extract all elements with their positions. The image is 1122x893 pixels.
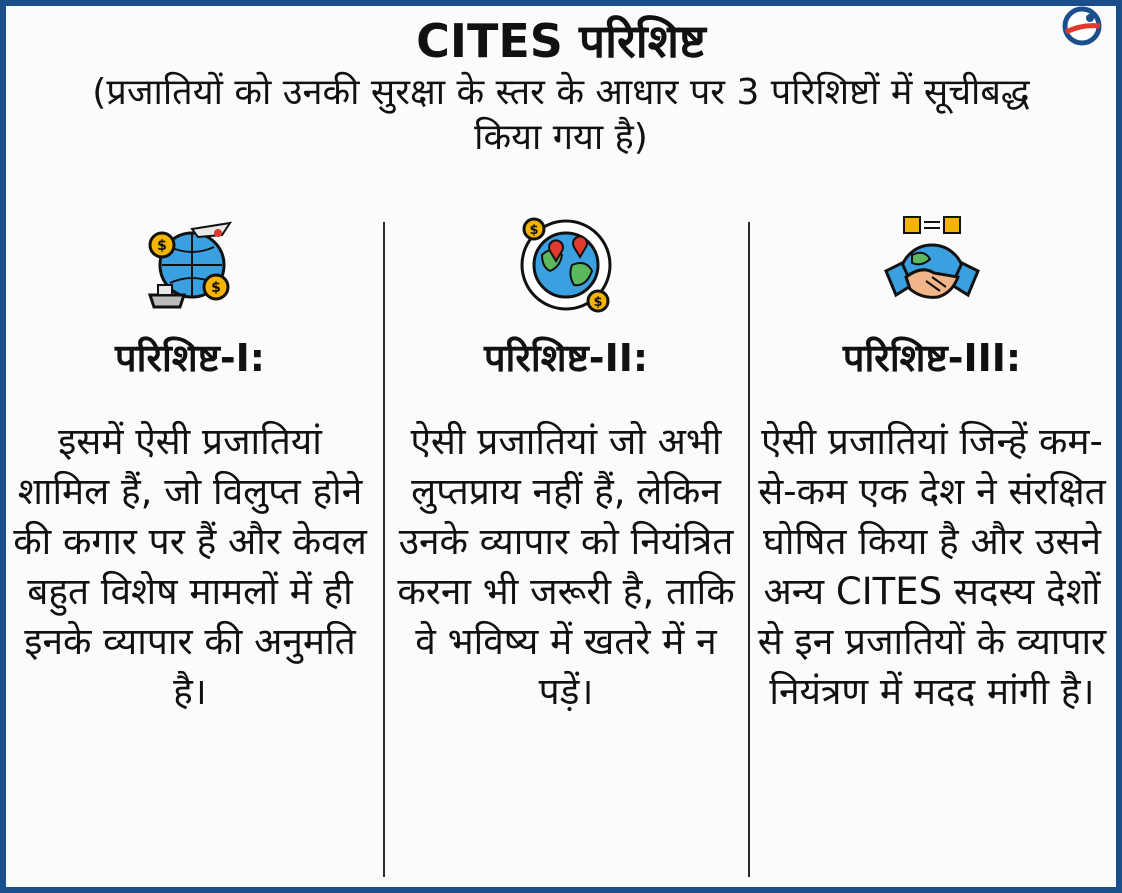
page-subtitle: (प्रजातियों को उनकी सुरक्षा के स्तर के आधार पर 3 परिशिष्टों में सूचीबद्ध किया गया है) xyxy=(92,72,1030,158)
svg-text:$: $ xyxy=(529,223,539,238)
appendix-heading: परिशिष्ट-I: xyxy=(115,336,265,380)
svg-text:$: $ xyxy=(211,280,221,296)
appendix-description: ऐसी प्रजातियां जिन्हें कम-से-कम एक देश ने संरक्षित घोषित किया है और उसने अन्य CITES सदस्य देशों से इन प्रजातियों के व्यापार नियंत्रण में मदद मांगी है। xyxy=(757,420,1107,713)
svg-text:$: $ xyxy=(593,295,603,310)
svg-text:$: $ xyxy=(157,238,167,254)
header xyxy=(0,12,1122,160)
page-title: CITES परिशिष्ट xyxy=(416,14,706,68)
appendix-description: इसमें ऐसी प्रजातियां शामिल हैं, जो विलुप्त होने की कगार पर हैं और केवल बहुत विशेष मामलों में ही इनके व्यापार की अनुमति है। xyxy=(13,420,367,713)
appendix-column-1 xyxy=(10,215,370,717)
trade-globe-icon xyxy=(140,215,240,315)
globe-locations-icon xyxy=(516,215,616,315)
handshake-globe-icon xyxy=(882,215,982,315)
column-divider xyxy=(383,222,385,877)
appendix-description: ऐसी प्रजातियां जो अभी लुप्तप्राय नहीं हैं, लेकिन उनके व्यापार को नियंत्रित करना भी जरूरी है, ताकि वे भविष्य में खतरे में न पड़ें। xyxy=(397,420,735,713)
appendix-column-2 xyxy=(386,215,746,717)
appendix-heading: परिशिष्ट-III: xyxy=(842,336,1022,380)
appendix-heading: परिशिष्ट-II: xyxy=(483,336,649,380)
column-divider xyxy=(748,222,750,877)
appendix-column-3 xyxy=(752,215,1112,717)
